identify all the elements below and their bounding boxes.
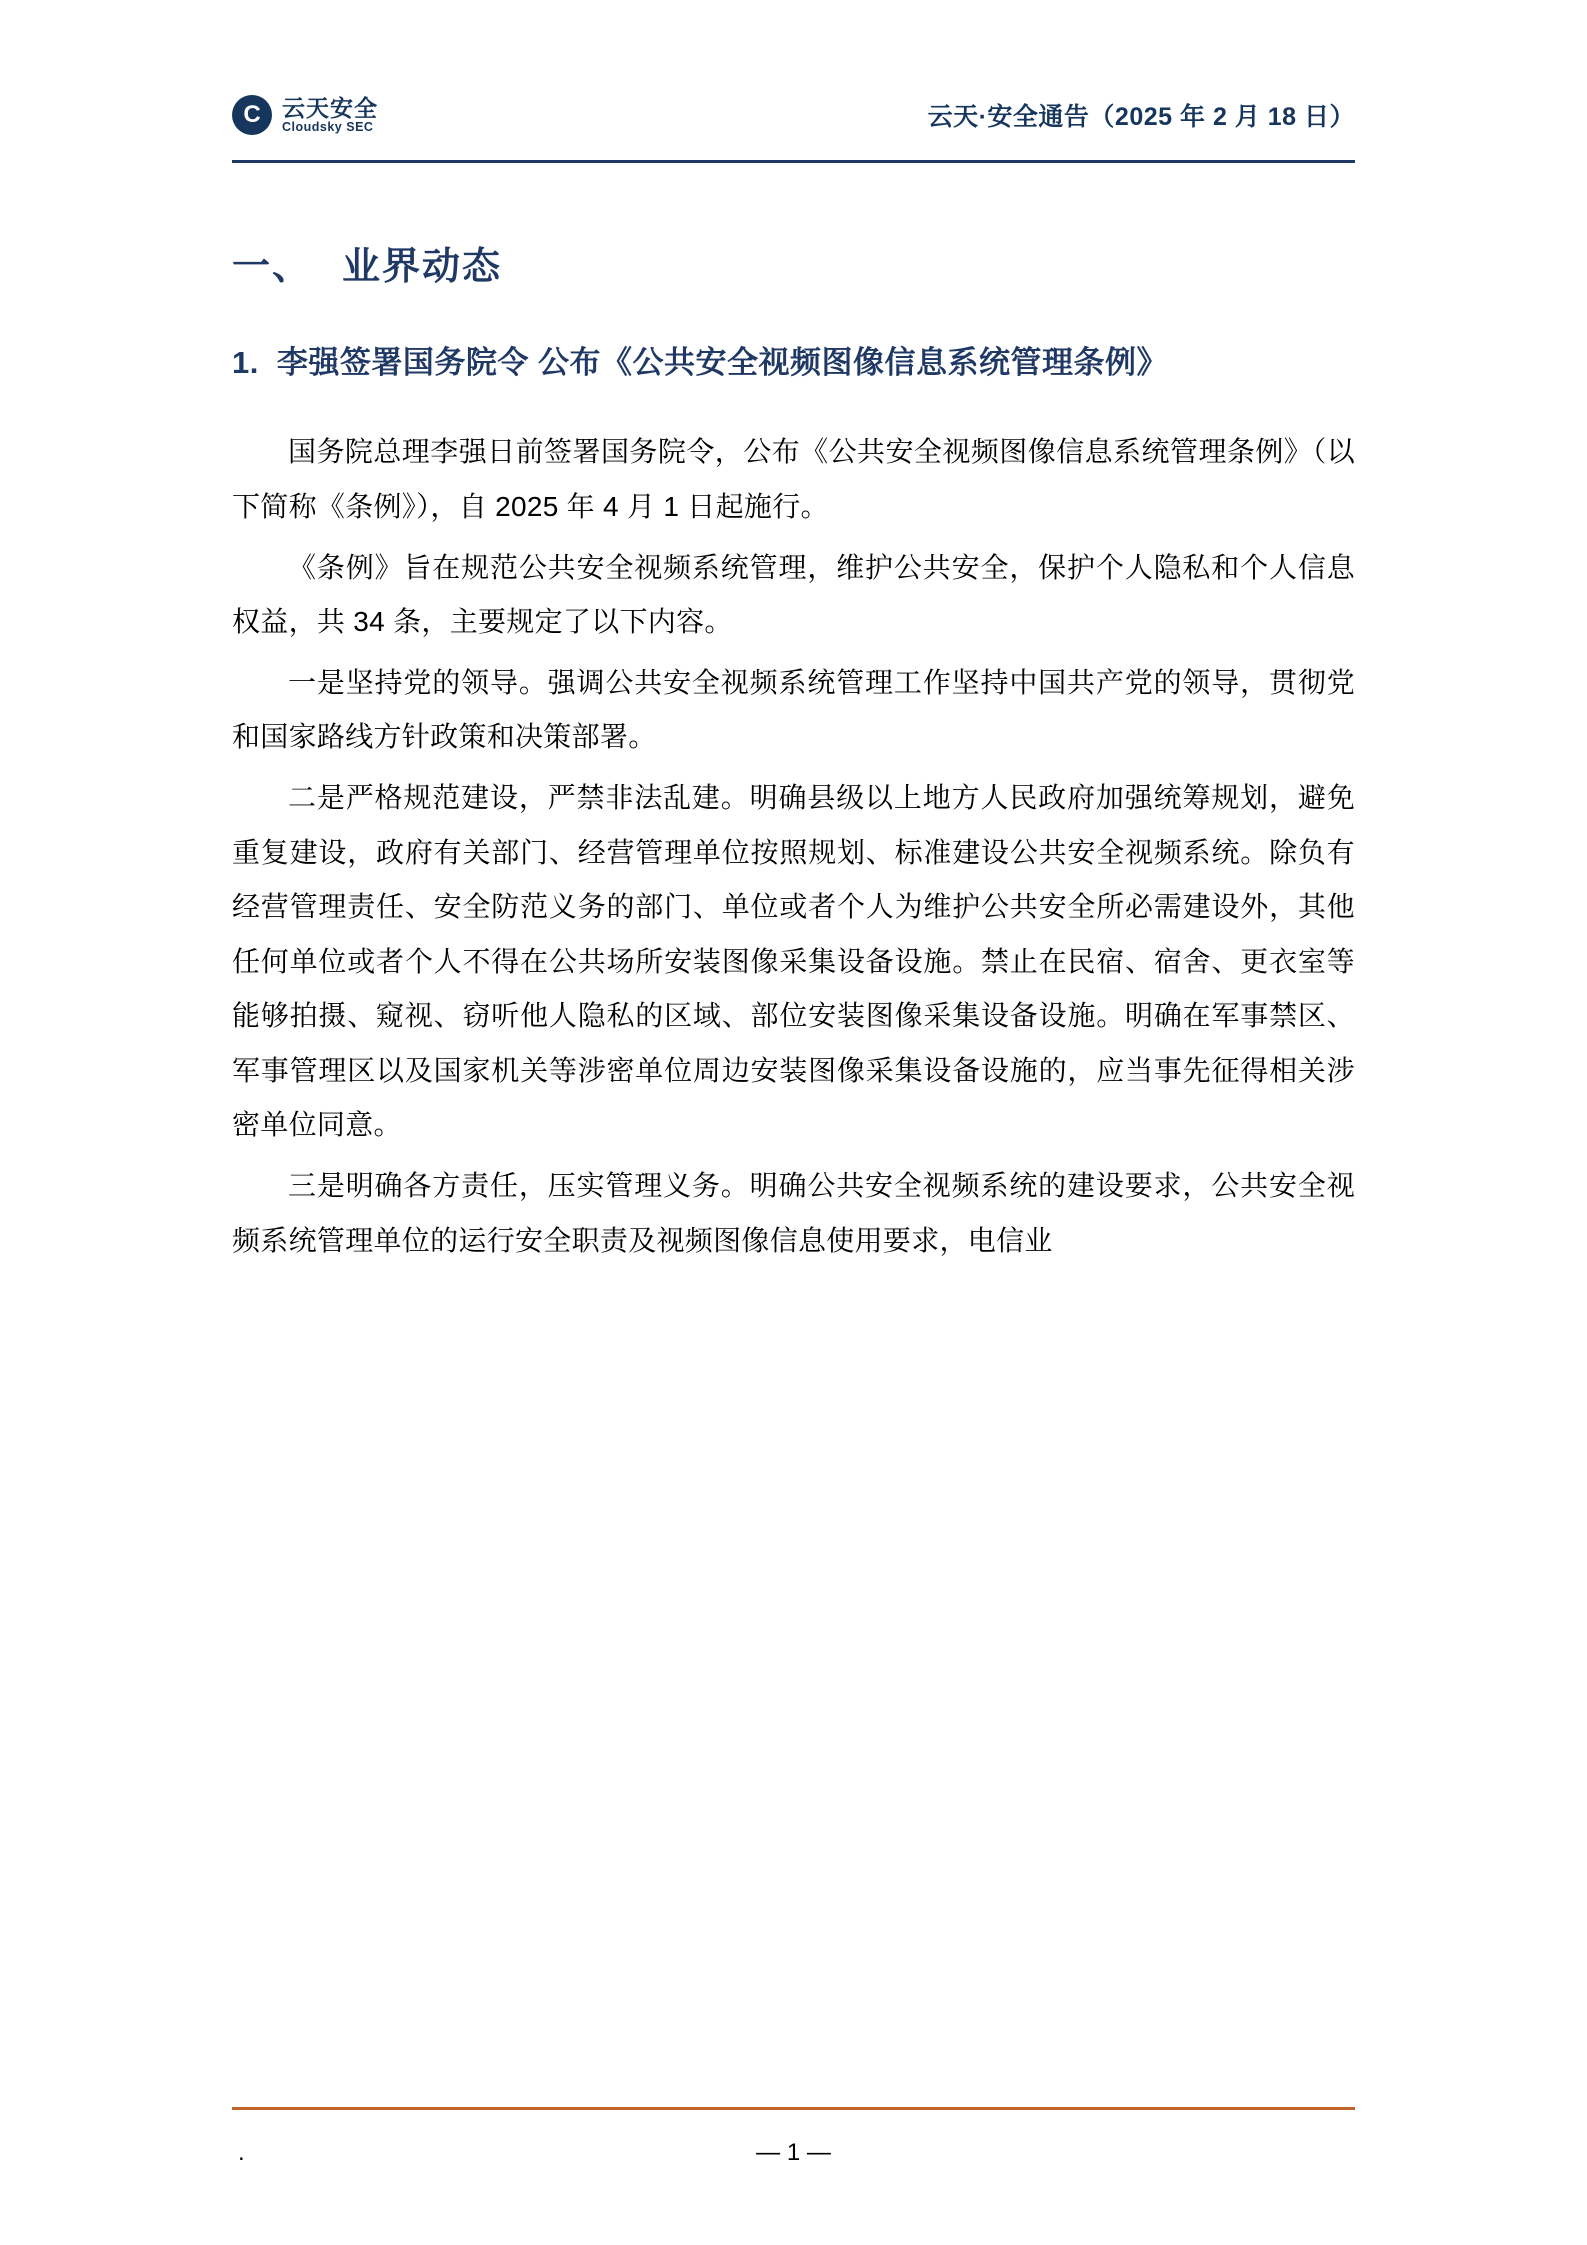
page-footer	[232, 2133, 1355, 2173]
logo-mark-icon: C	[232, 95, 272, 135]
section-number: 一、	[232, 246, 313, 288]
paragraph: 国务院总理李强日前签署国务院令，公布《公共安全视频图像信息系统管理条例》（以下简称《条例》），自 2025 年 4 月 1 日起施行。	[232, 436, 1355, 522]
header-divider	[232, 160, 1355, 163]
paragraph: 一是坚持党的领导。强调公共安全视频系统管理工作坚持中国共产党的领导，贯彻党和国家路线方针政策和决策部署。	[232, 666, 1355, 753]
logo-text	[282, 96, 378, 133]
logo-name-cn: 云天安全	[282, 95, 378, 122]
footer-divider	[232, 2107, 1355, 2110]
brand-logo	[232, 95, 378, 135]
page-number: — 1 —	[756, 2139, 831, 2166]
article-number: 1.	[232, 345, 259, 380]
logo-name-en: Cloudsky SEC	[282, 119, 374, 134]
paragraph: 二是严格规范建设，严禁非法乱建。明确县级以上地方人民政府加强统筹规划，避免重复建设，政府有关部门、经营管理单位按照规划、标准建设公共安全视频系统。除负有经营管理责任、安全防范义务的部门、单位或者个人为维护公共安全所必需建设外，其他任何单位或者个人不得在公共场所安装图像采集设备设施。禁止在民宿、宿舍、更衣室等能够拍摄、窥视、窃听他人隐私的区域、部位安装图像采集设备设施。明确在军事禁区、军事管理区以及国家机关等涉密单位周边安装图像采集设备设施的，应当事先征得相关涉密单位同意。	[232, 781, 1355, 1141]
article-title-text: 李强签署国务院令 公布《公共安全视频图像信息系统管理条例》	[276, 345, 1168, 380]
document-body	[232, 235, 1355, 1274]
article-heading	[232, 334, 1355, 391]
section-heading	[232, 235, 1355, 290]
header-title: 云天·安全通告（2025 年 2 月 18 日）	[927, 103, 1355, 131]
paragraph: 三是明确各方责任，压实管理义务。明确公共安全视频系统的建设要求，公共安全视频系统管理单位的运行安全职责及视频图像信息使用要求，电信业	[232, 1170, 1355, 1256]
paragraph: 《条例》旨在规范公共安全视频系统管理，维护公共安全，保护个人隐私和个人信息权益，共 34 条，主要规定了以下内容。	[232, 551, 1355, 638]
section-label: 业界动态	[342, 246, 503, 288]
footer-left-mark: .	[238, 2139, 245, 2166]
page-header	[232, 72, 1355, 158]
